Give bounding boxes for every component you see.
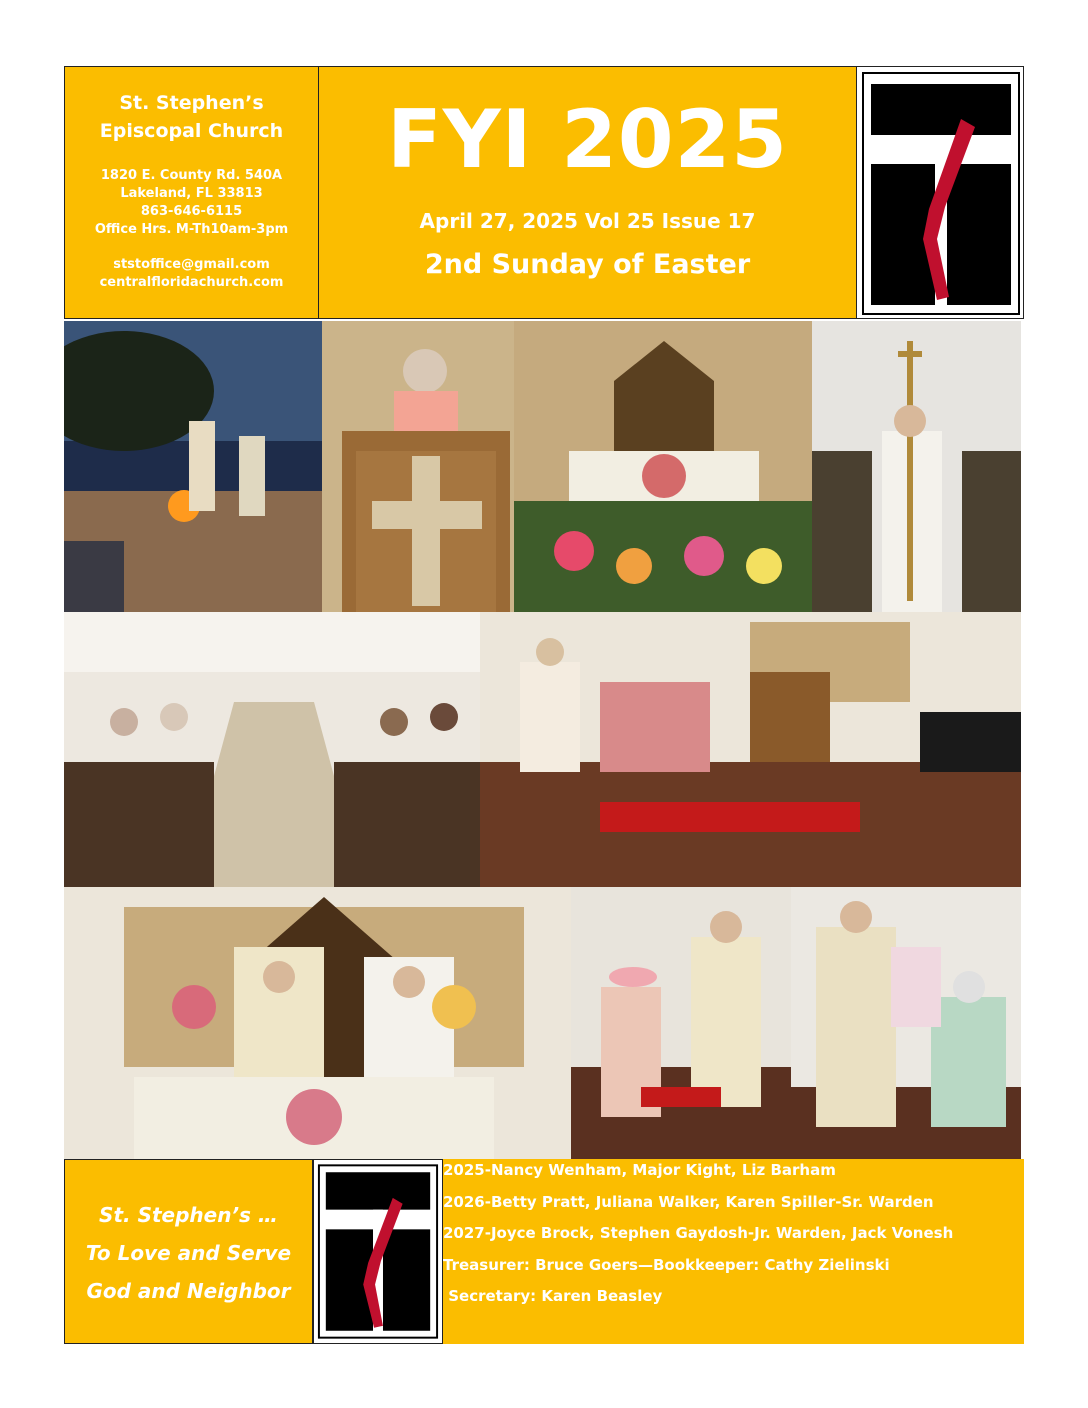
title-box xyxy=(319,66,856,319)
office-hours: Office Hrs. M-Th10am-3pm xyxy=(94,222,289,237)
issue-info: April 27, 2025 Vol 25 Issue 17 xyxy=(419,209,756,233)
email-address: ststoffice@gmail.com xyxy=(113,257,270,272)
website: centralfloridachurch.com xyxy=(99,275,284,290)
address-line1: 1820 E. County Rd. 540A xyxy=(100,168,283,183)
secretary: Secretary: Karen Beasley xyxy=(443,1287,663,1305)
photo-easter-vigil-fire xyxy=(64,321,322,612)
church-name-line2: Episcopal Church xyxy=(99,120,284,142)
motto-line2: To Love and Serve xyxy=(85,1241,292,1265)
motto-line1: St. Stephen’s … xyxy=(99,1203,278,1227)
tau-cross-logo-icon xyxy=(857,67,1025,320)
liturgical-day: 2nd Sunday of Easter xyxy=(424,249,751,280)
phone-number: 863-646-6115 xyxy=(140,204,243,219)
photo-communion-rail-1 xyxy=(571,887,791,1159)
church-logo-footer xyxy=(313,1159,443,1344)
vestry-2025: 2025-Nancy Wenham, Major Kight, Liz Barham xyxy=(443,1161,836,1179)
vestry-2027: 2027-Joyce Brock, Stephen Gaydosh-Jr. Warden, Jack Vonesh xyxy=(443,1224,954,1242)
vestry-2026: 2026-Betty Pratt, Juliana Walker, Karen Spiller-Sr. Warden xyxy=(443,1192,934,1211)
church-info-box xyxy=(64,66,319,319)
photo-reader-at-lectern xyxy=(322,321,514,612)
photo-procession xyxy=(812,321,1021,612)
church-name-line1: St. Stephen’s xyxy=(119,92,264,114)
photo-communion-rail-2 xyxy=(791,887,1021,1159)
photo-congregation-nave xyxy=(64,612,480,887)
motto-line3: God and Neighbor xyxy=(86,1279,291,1303)
tau-cross-logo-icon xyxy=(314,1160,442,1343)
address-line2: Lakeland, FL 33813 xyxy=(120,186,263,201)
church-logo xyxy=(856,66,1024,319)
treasurer-bookkeeper: Treasurer: Bruce Goers—Bookkeeper: Cathy Zielinski xyxy=(443,1255,890,1274)
photo-eucharist-at-altar xyxy=(64,887,571,1159)
page-title: FYI 2025 xyxy=(387,93,788,186)
photo-choir-and-chancel xyxy=(480,612,1021,887)
vestry-list xyxy=(443,1159,1024,1344)
photo-altar-with-flowers xyxy=(514,321,812,612)
motto-box xyxy=(64,1159,313,1344)
